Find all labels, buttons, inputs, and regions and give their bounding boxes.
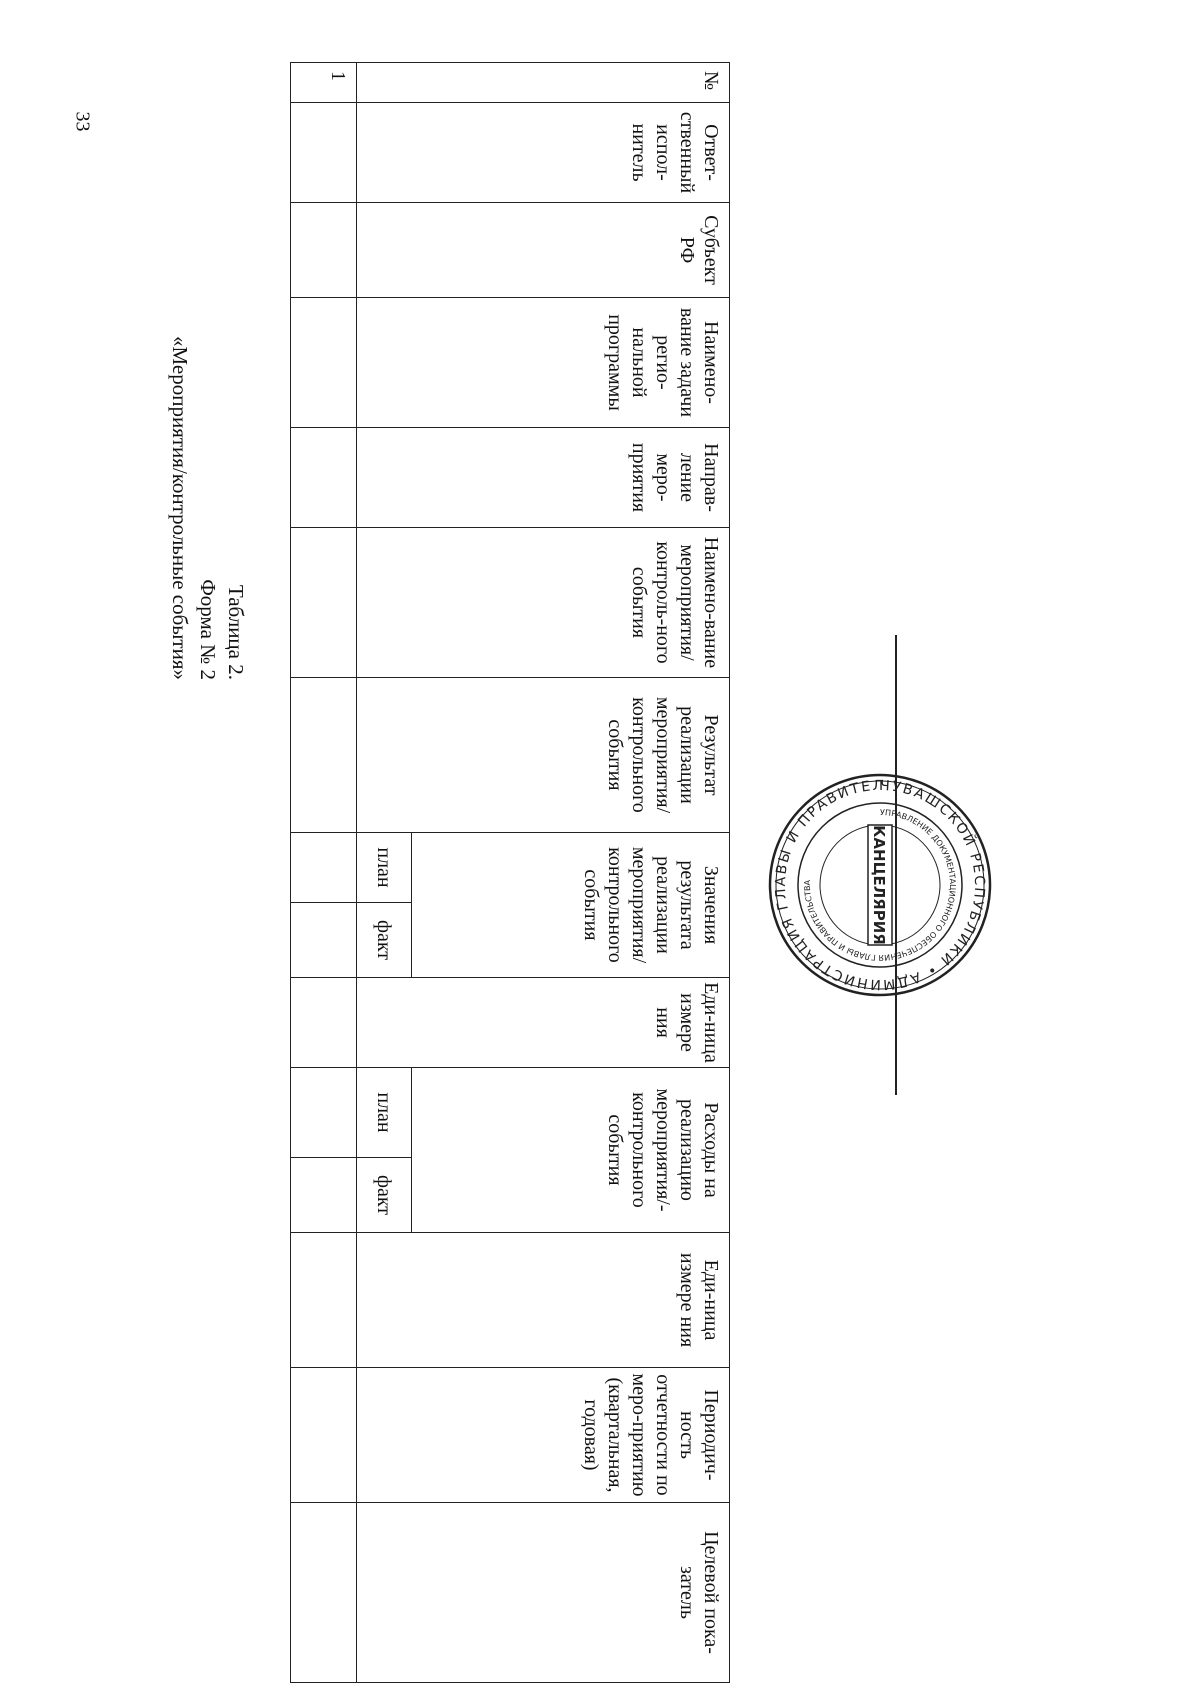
header-direction: Направ-ление меро-приятия	[356, 428, 729, 528]
table-caption	[170, 300, 250, 680]
page-number: 33	[71, 111, 94, 132]
header-expenses: Расходы на реализацию мероприятия/-контрольного события	[411, 1068, 729, 1233]
header-unit-1: Еди-ница измере ния	[356, 978, 729, 1068]
subheader-expenses-fact: факт	[356, 1158, 411, 1233]
cell-empty	[291, 833, 357, 903]
cell-empty	[291, 528, 357, 678]
header-target: Целевой пока-затель	[356, 1503, 729, 1683]
header-responsible: Ответ-ственный испол-нитель	[356, 103, 729, 203]
cell-empty	[291, 1503, 357, 1683]
stamp-center-text: КАНЦЕЛЯРИЯ	[870, 825, 888, 945]
form-table-wrap	[290, 62, 730, 1682]
subheader-result-fact: факт	[356, 903, 411, 978]
stamp-outer-text: ЧУВАШСКОЙ РЕСПУБЛИКИ • АДМИНИСТРАЦИЯ ГЛАВЫ И ПРАВИТЕЛ	[772, 777, 988, 993]
cell-empty	[291, 978, 357, 1068]
header-result: Результат реализации мероприятия/контрольного события	[356, 678, 729, 833]
table-title: «Мероприятия/контрольные события»	[168, 336, 192, 680]
row-number: 1	[291, 63, 357, 103]
header-unit-2: Еди-ница измере ния	[356, 1233, 729, 1368]
header-no: №	[356, 63, 729, 103]
cell-empty	[291, 678, 357, 833]
stamp-inner-text: УПРАВЛЕНИЕ ДОКУМЕНТАЦИОННОГО ОБЕСПЕЧЕНИЯ ГЛАВЫ И ПРАВИТЕЛЬСТВА	[802, 807, 958, 963]
table-label: Таблица 2.	[224, 584, 248, 680]
header-subject: Субъект РФ	[356, 203, 729, 298]
cell-empty	[291, 903, 357, 978]
header-result-values: Значения результата реализации мероприятия/контрольного события	[411, 833, 729, 978]
cell-empty	[291, 1233, 357, 1368]
form-table	[290, 62, 730, 1683]
cell-empty	[291, 103, 357, 203]
table-row	[291, 63, 357, 1683]
cell-empty	[291, 1068, 357, 1158]
header-event-name: Наимено-вание мероприятия/контроль-ного события	[356, 528, 729, 678]
cell-empty	[291, 1158, 357, 1233]
cell-empty	[291, 298, 357, 428]
official-stamp	[765, 770, 995, 1000]
header-periodicity: Периодич-ность отчетности по меро-приятию (квартальная, годовая)	[356, 1368, 729, 1503]
form-label: Форма № 2	[196, 579, 220, 680]
header-task-name: Наимено-вание задачи регио-нальной программы	[356, 298, 729, 428]
cell-empty	[291, 203, 357, 298]
cell-empty	[291, 1368, 357, 1503]
cell-empty	[291, 428, 357, 528]
subheader-expenses-plan: план	[356, 1068, 411, 1158]
subheader-result-plan: план	[356, 833, 411, 903]
